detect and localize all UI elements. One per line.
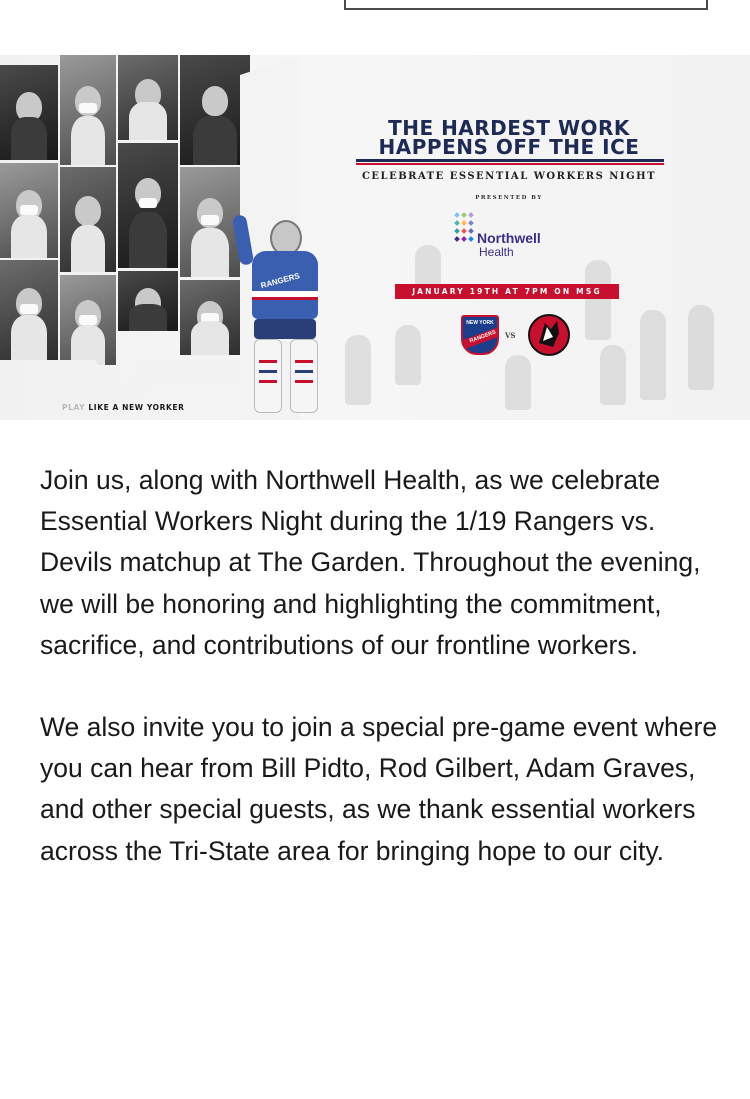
rangers-logo-top-text: NEW YORK [466,320,494,326]
headline-line-2: HAPPENS OFF THE ICE [378,135,640,159]
headline-line-1: THE HARDEST WORK [388,116,630,140]
northwell-dots-icon [453,213,477,247]
play-like-a-new-yorker-tagline [62,403,184,412]
devils-logo-icon [527,313,571,357]
headline-divider-red [356,163,664,165]
rangers-logo-wordmark: RANGERS [461,325,499,350]
goalie-figure [240,215,330,415]
header-frame [344,0,708,10]
northwell-health-logo [453,213,563,269]
tagline-text: LIKE A NEW YORKER [88,403,185,412]
versus-label: VS [505,331,516,340]
tagline-faint-word: PLAY [62,403,86,412]
event-banner-image [0,55,750,420]
rangers-shield-logo [461,315,499,355]
description-paragraph-2: We also invite you to join a special pre-game event where you can hear from Bill Pidto, Rod Gilbert, Adam Graves, and other special guests, as we thank essential workers across the Tri-State area for bringing hope to our city. [40,712,718,866]
game-date-banner: JANUARY 19TH AT 7PM ON MSG [395,284,619,299]
banner-subhead: CELEBRATE ESSENTIAL WORKERS NIGHT [361,171,657,182]
health-wordmark: Health [479,245,514,259]
event-description [40,460,730,913]
jersey-wordmark: RANGERS [259,271,301,291]
presented-by-label: PRESENTED BY [475,195,543,201]
banner-headline [352,116,666,159]
headline-divider-blue [356,159,664,162]
description-paragraph-1: Join us, along with Northwell Health, as we celebrate Essential Workers Night during the 1/19 Rangers vs. Devils matchup at The Garden. Throughout the evening, we will be honoring and highlighting the commitment, sacrifice, and contributions of our frontline workers. [40,465,701,660]
northwell-wordmark: Northwell [477,230,541,246]
